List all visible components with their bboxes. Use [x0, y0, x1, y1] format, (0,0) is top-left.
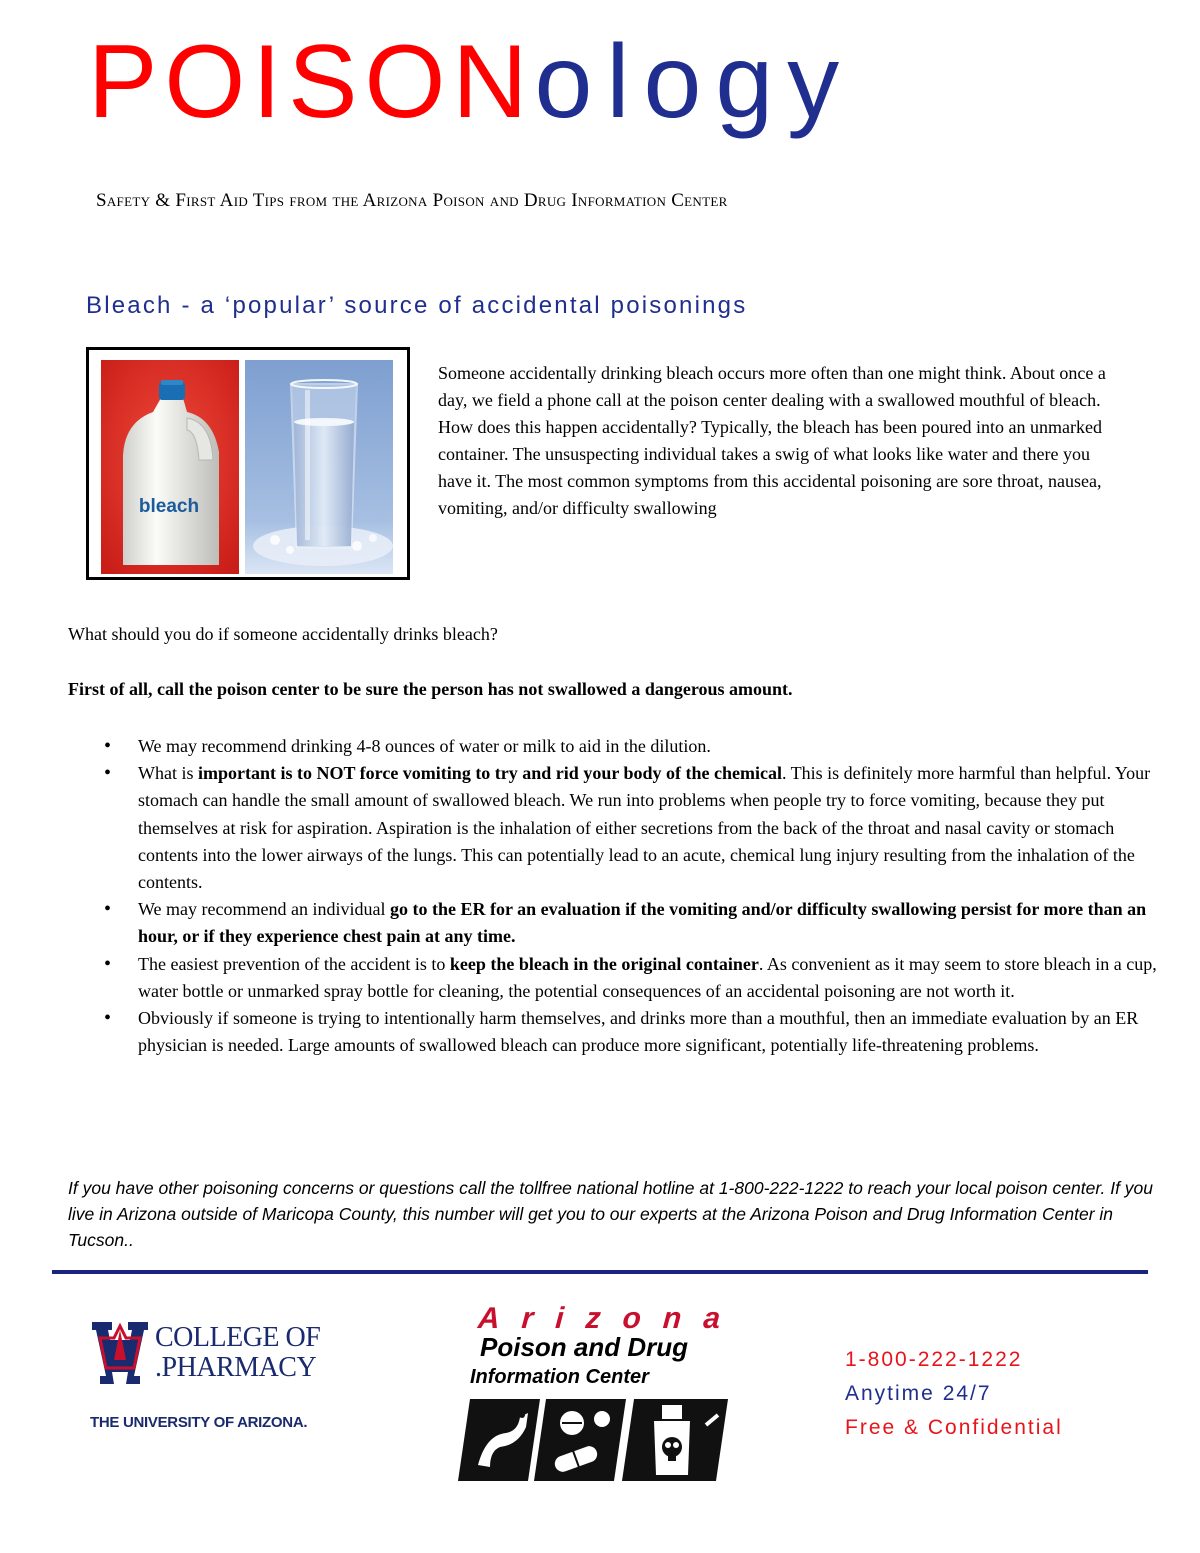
- free-confidential-text: Free & Confidential: [845, 1416, 1063, 1439]
- subtitle: Safety & First Aid Tips from the Arizona Poison and Drug Information Center: [96, 190, 728, 211]
- university-a-logo-icon: [90, 1320, 150, 1386]
- article-headline: Bleach - a ‘popular’ source of accidental poisonings: [86, 292, 748, 319]
- list-item: • We may recommend drinking 4-8 ounces of water or milk to aid in the dilution.: [68, 733, 1164, 760]
- intro-text: Someone accidentally drinking bleach occurs more often than one might think. About once a day, we field a phone call at the poison center dealing with a swallowed mouthful of bleach. How does this happen accidentally? Typically, the bleach has been poured into an unmarked container. The unsuspecting individual takes a swig of what looks like water and there you have it. The most common symptoms from this accidental poisoning are sore throat, nausea, vomiting, and/or difficulty swallowing: [438, 363, 1106, 518]
- advice-list: [68, 733, 1164, 1059]
- intro-paragraph: [438, 360, 1128, 522]
- list-item: • Obviously if someone is trying to intentionally harm themselves, and drinks more than a mouthful, then an immediate evaluation by an ER physician is needed. Large amounts of swallowed bleach can produce more significant, potentially life-threatening problems.: [68, 1005, 1164, 1059]
- bleach-bottle-photo: [101, 360, 239, 574]
- list-item: • The easiest prevention of the accident is to keep the bleach in the original container. As convenient as it may seem to store bleach in a cup, water bottle or unmarked spray bottle for cleaning, the potential consequences of an accidental poisoning are not worth it.: [68, 951, 1164, 1005]
- pills-icon: [534, 1399, 626, 1481]
- skull-bottle-icon: [622, 1399, 728, 1481]
- newsletter-title: [88, 22, 853, 142]
- availability-text: Anytime 24/7: [845, 1382, 992, 1405]
- hotline-number: 1-800-222-1222: [845, 1348, 1023, 1371]
- title-poison: POISON: [88, 24, 535, 140]
- bottle-label: bleach: [138, 496, 200, 517]
- poison-pictograms-icon: [456, 1395, 732, 1485]
- university-name: THE UNIVERSITY OF ARIZONA.: [90, 1414, 308, 1431]
- list-item: • What is important is to NOT force vomiting to try and rid your body of the chemical. This is definitely more harmful than helpful. Your stomach can handle the small amount of swallowed bleach. We run into problems when people try to force vomiting, because they put themselves at risk for aspiration. Aspiration is the inhalation of either secretions from the back of the throat and nasal cavity or stomach contents into the lower airways of the lungs. This can potentially lead to an acute, chemical lung injury resulting from the inhalation of the contents.: [68, 760, 1164, 896]
- title-ology: ology: [534, 24, 854, 140]
- center-logo-line1: Poison and Drug: [480, 1332, 688, 1362]
- first-of-all-line: First of all, call the poison center to be sure the person has not swallowed a dangerous amount.: [68, 679, 793, 699]
- center-logo-line2: Information Center: [470, 1366, 649, 1388]
- college-of-pharmacy-logo: COLLEGE OF .PHARMACY: [155, 1322, 321, 1383]
- snake-hand-icon: [458, 1399, 540, 1481]
- list-item: • We may recommend an individual go to the ER for an evaluation if the vomiting and/or difficulty swallowing persist for more than an hour, or if they experience chest pain at any time.: [68, 896, 1164, 950]
- question-line: What should you do if someone accidentally drinks bleach?: [68, 624, 498, 644]
- water-glass-photo: [245, 360, 393, 574]
- closing-note: If you have other poisoning concerns or questions call the tollfree national hotline at 1-800-222-1222 to reach your local poison center. If you live in Arizona outside of Maricopa County, this number will get you to our experts at the Arizona Poison and Drug Information Center in Tucson..: [68, 1178, 1154, 1250]
- center-logo-arizona: Arizona: [476, 1302, 744, 1335]
- divider-rule: [52, 1270, 1148, 1274]
